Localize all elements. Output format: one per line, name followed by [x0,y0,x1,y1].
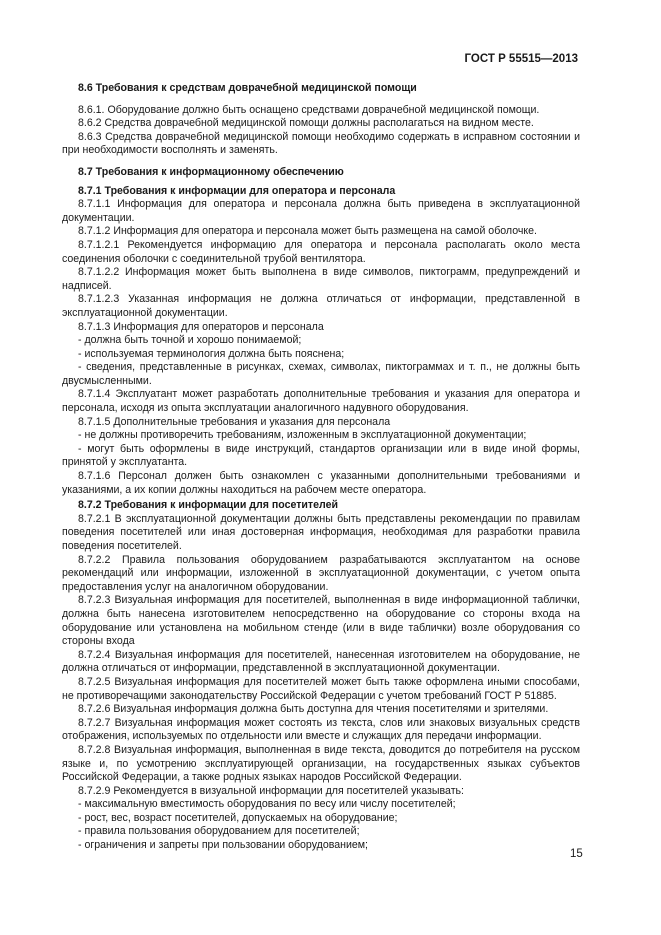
page-number: 15 [570,848,583,860]
subsection-heading-8-7-1: 8.7.1 Требования к информации для оператора и персонала [78,184,396,197]
paragraph-8-7-2-7: 8.7.2.7 Визуальная информация может состоять из текста, слов или знаковых визуальных средств отображения, используемых по отдельности или вместе и служащих для передачи информации. [62,716,580,743]
paragraph-8-6-3: 8.6.3 Средства доврачебной медицинской помощи необходимо содержать в исправном состоянии и при необходимости восполнять и заменять. [62,130,580,157]
paragraph-8-6-1: 8.6.1. Оборудование должно быть оснащено средствами доврачебной медицинской помощи. [78,103,540,116]
paragraph-8-7-1-2-2: 8.7.1.2.2 Информация может быть выполнена в виде символов, пиктограмм, предупреждений и надписей. [62,266,580,292]
list-item: - ограничения и запреты при пользовании оборудованием; [78,839,368,852]
list-item: - правила пользования оборудованием для посетителей; [78,825,360,838]
paragraph-8-7-2-6: 8.7.2.6 Визуальная информация должна быть доступна для чтения посетителями и зрителями. [78,703,549,716]
list-item: - не должны противоречить требованиям, изложенным в эксплуатационной документации; [78,429,527,442]
paragraph-8-7-2-4: 8.7.2.4 Визуальная информация для посетителей, нанесенная изготовителем на оборудование, не должна отличаться от информации, представленной в эксплуатационной документации. [62,648,580,675]
section-heading-8-6: 8.6 Требования к средствам доврачебной медицинской помощи [78,82,417,94]
subsection-heading-8-7-2: 8.7.2 Требования к информации для посетителей [78,499,338,512]
paragraph-8-7-1-4: 8.7.1.4 Эксплуатант может разработать дополнительные требования и указания для оператора и персонала, исходя из опыта эксплуатации аналогичного надувного оборудования. [62,388,580,415]
paragraph-8-7-1-2: 8.7.1.2 Информация для оператора и персонала может быть размещена на самой оболочке. [78,225,537,238]
paragraph-8-7-2-5: 8.7.2.5 Визуальная информация для посетителей может быть также оформлена иными способами, не противоречащими законодательству Российской Федерации с учетом требований ГОСТ Р 51885. [62,675,580,702]
paragraph-8-6-2: 8.6.2 Средства доврачебной медицинской помощи должны располагаться на видном месте. [78,117,534,130]
standard-code: ГОСТ Р 55515—2013 [464,53,578,65]
paragraph-8-7-1-6: 8.7.1.6 Персонал должен быть ознакомлен с указанными дополнительными требованиями и указаниями, а их копии должны находиться на рабочем месте оператора. [62,470,580,496]
list-item: - максимальную вместимость оборудования по весу или числу посетителей; [78,798,456,811]
paragraph-8-7-2-2: 8.7.2.2 Правила пользования оборудованием разрабатываются эксплуатантом на основе рекомендаций или информации, изложенной в эксплуатационной документации, с учетом опыта предоставления услуг на аналогичном оборудовании. [62,553,580,593]
list-item: - рост, вес, возраст посетителей, допускаемых на оборудование; [78,811,398,824]
paragraph-8-7-2-8: 8.7.2.8 Визуальная информация, выполненная в виде текста, доводится до потребителя на русском языке и, по усмотрению эксплуатирующей организации, на государственных языках субъектов Российской Федерации, а также родных языках народов Российской Федерации. [62,743,580,784]
paragraph-8-7-2-1: 8.7.2.1 В эксплуатационной документации должны быть представлены рекомендации по правилам поведения посетителей или иная достоверная информация, необходимая для разработки правила поведения посетителей. [62,512,580,552]
paragraph-8-7-1-2-1: 8.7.1.2.1 Рекомендуется информацию для оператора и персонала располагать около места соединения оболочки с соединительной трубой вентилятора. [62,238,580,265]
paragraph-8-7-2-9: 8.7.2.9 Рекомендуется в визуальной информации для посетителей указывать: [78,784,465,797]
paragraph-8-7-1-1: 8.7.1.1 Информация для оператора и персонала должна быть приведена в эксплуатационной документации. [62,198,580,224]
paragraph-8-7-2-3: 8.7.2.3 Визуальная информация для посетителей, выполненная в виде информационной таблички, должна быть нанесена изготовителем непосредственно на оборудование со стороны входа на оборудование или установлена на мобильном стенде (или в виде таблички) возле оборудования со стороны входа [62,594,580,648]
paragraph-8-7-1-3: 8.7.1.3 Информация для операторов и персонала [78,320,324,333]
paragraph-8-7-1-2-3: 8.7.1.2.3 Указанная информация не должна отличаться от информации, представленной в эксплуатационной документации. [62,293,580,319]
list-item: - сведения, представленные в рисунках, схемах, символах, пиктограммах и т. п., не должны быть двусмысленными. [62,361,580,387]
list-item: - могут быть оформлены в виде инструкций, стандартов организации или в виде иной формы, принятой у эксплуатанта. [62,442,580,469]
section-heading-8-7: 8.7 Требования к информационному обеспечению [78,165,344,178]
list-item: - должна быть точной и хорошо понимаемой; [78,334,302,347]
paragraph-8-7-1-5: 8.7.1.5 Дополнительные требования и указания для персонала [78,415,391,428]
document-body [62,82,580,853]
list-item: - используемая терминология должна быть пояснена; [78,347,345,360]
